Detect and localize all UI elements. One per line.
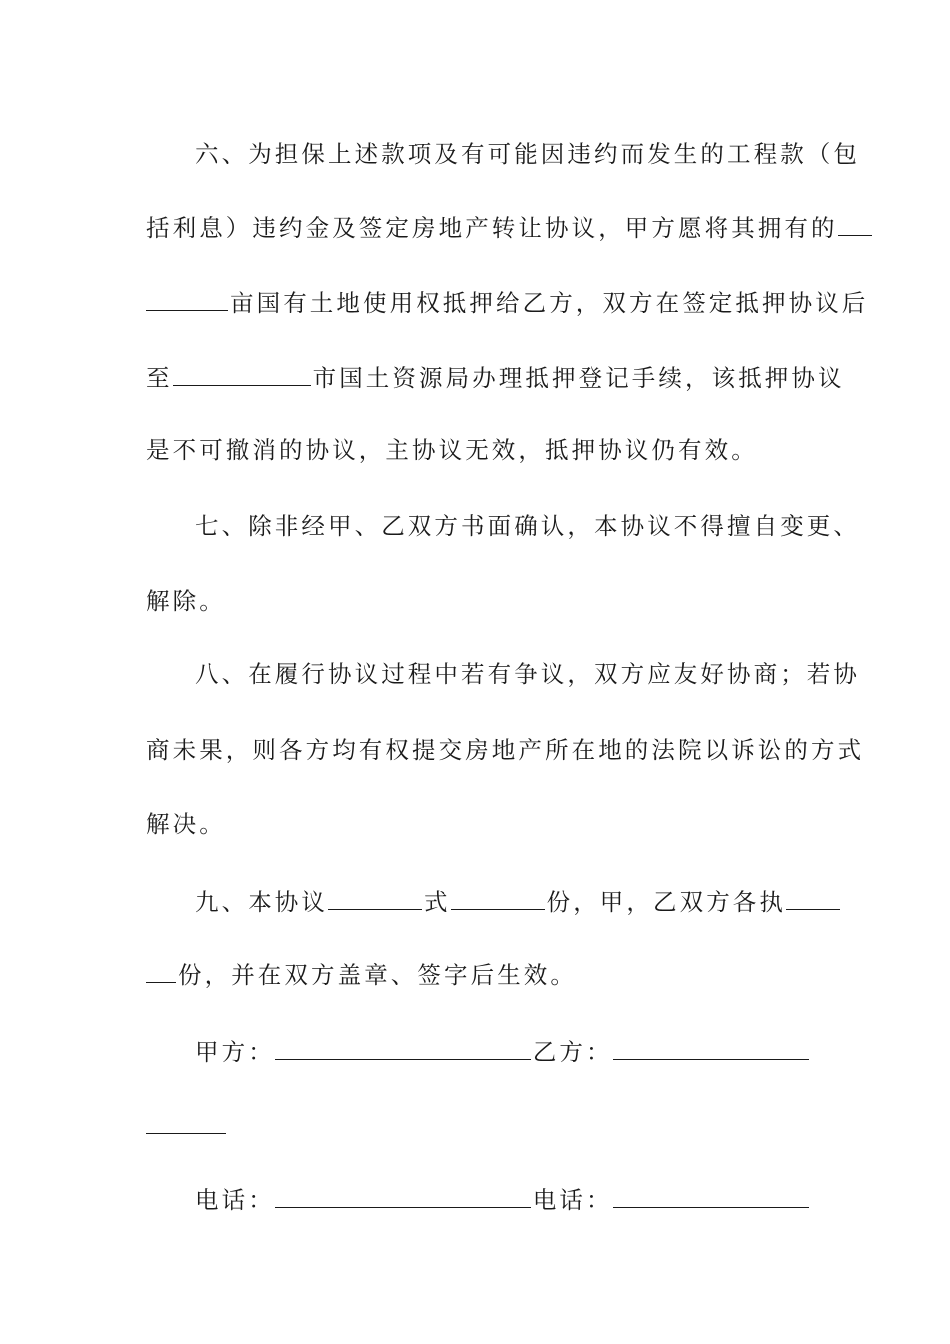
city-name-blank[interactable] — [173, 358, 311, 386]
clause-7-line-2: 解除。 — [146, 587, 226, 615]
clause-6-line-3-text: 亩国有土地使用权抵押给乙方，双方在签定抵押协议后 — [230, 289, 869, 317]
signature-party-line-cont — [146, 1106, 808, 1142]
each-party-copies-blank[interactable] — [786, 882, 840, 910]
clause-6-line-4-text: 市国土资源局办理抵押登记手续，该抵押协议 — [312, 364, 845, 392]
clause-6-line-5: 是不可撤消的协议，主协议无效，抵押协议仍有效。 — [146, 436, 758, 464]
clause-6-line-2 — [146, 208, 838, 244]
phone-a-label: 电话： — [195, 1186, 275, 1214]
clause-6-line-3 — [146, 283, 869, 319]
clause-8-line-1: 八、在履行协议过程中若有争议，双方应友好协商；若协 — [195, 660, 860, 688]
clause-9-part-2: 式 — [424, 888, 451, 916]
clause-9-part-3: 份，甲，乙双方各执 — [546, 888, 787, 916]
copy-count-blank[interactable] — [451, 882, 545, 910]
clause-9-part-1: 九、本协议 — [195, 888, 328, 916]
party-a-label: 甲方： — [195, 1038, 275, 1066]
clause-9-line-2 — [146, 955, 808, 991]
clause-8-line-3: 解决。 — [146, 810, 226, 838]
phone-b-label: 电话： — [532, 1186, 613, 1214]
party-b-field-cont[interactable] — [146, 1106, 226, 1134]
signature-phone-line — [195, 1180, 808, 1216]
phone-a-field[interactable] — [275, 1180, 531, 1208]
party-b-label: 乙方： — [532, 1038, 613, 1066]
clause-6-line-2-text: 括利息）违约金及签定房地产转让协议，甲方愿将其拥有的 — [146, 214, 838, 242]
party-a-field[interactable] — [275, 1032, 531, 1060]
clause-8-line-2: 商未果，则各方均有权提交房地产所在地的法院以诉讼的方式 — [146, 736, 865, 764]
clause-6-line-1: 六、为担保上述款项及有可能因违约而发生的工程款（包 — [195, 140, 860, 168]
copy-style-blank[interactable] — [328, 882, 422, 910]
clause-9-line-2-text: 份，并在双方盖章、签字后生效。 — [178, 961, 577, 989]
each-party-copies-blank-cont[interactable] — [146, 955, 176, 983]
clause-6-line-4-prefix: 至 — [146, 364, 173, 392]
clause-9-line-1 — [195, 882, 808, 918]
clause-6-line-4 — [146, 358, 845, 394]
land-owner-blank[interactable] — [838, 208, 872, 236]
signature-party-line — [195, 1032, 808, 1068]
phone-b-field[interactable] — [613, 1180, 809, 1208]
land-area-blank[interactable] — [146, 283, 228, 311]
party-b-field[interactable] — [613, 1032, 809, 1060]
clause-7-line-1: 七、除非经甲、乙双方书面确认，本协议不得擅自变更、 — [195, 512, 860, 540]
